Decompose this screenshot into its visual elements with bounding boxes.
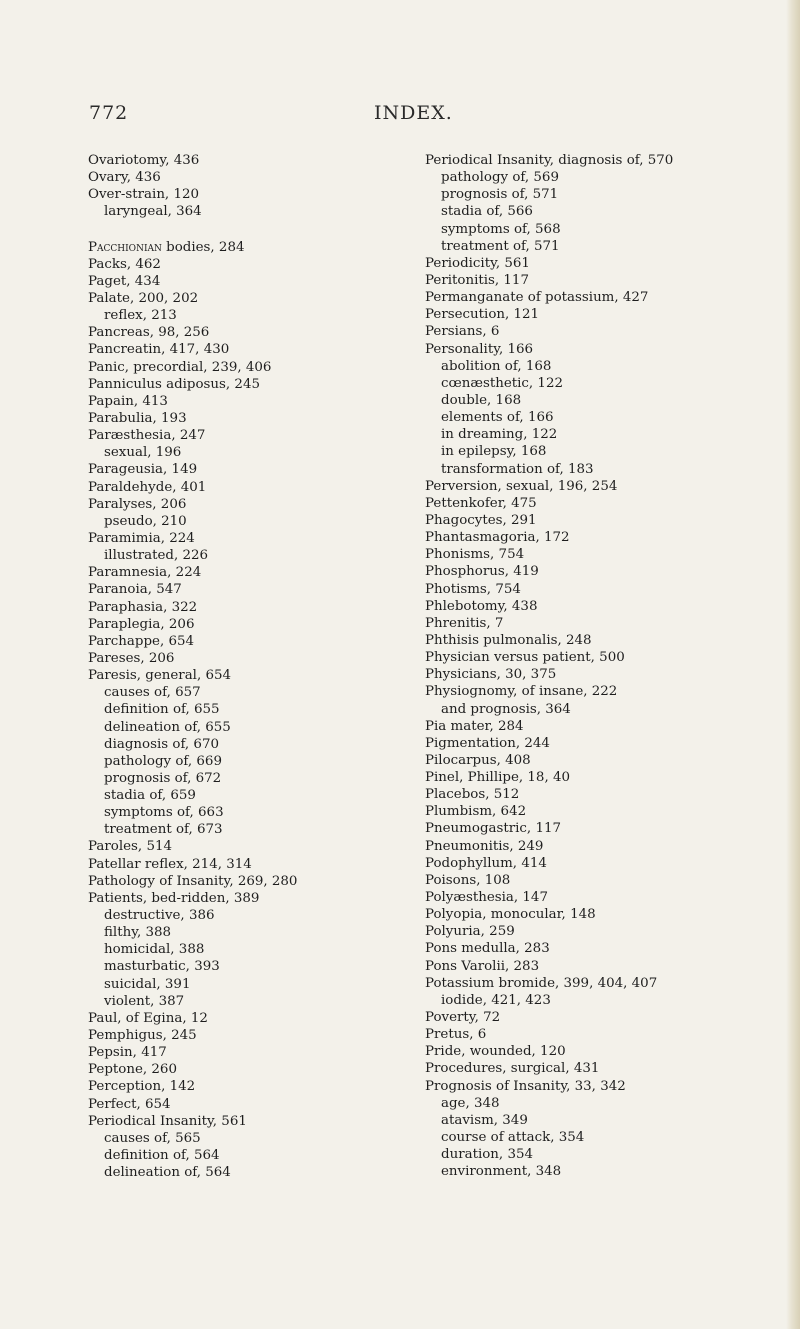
index-entry-text: environment, 348	[441, 1164, 562, 1180]
index-entry-text: masturbatic, 393	[104, 959, 220, 975]
index-entry	[425, 323, 795, 340]
index-entry	[88, 616, 428, 633]
index-subentry	[88, 958, 428, 975]
index-entry	[425, 666, 795, 683]
index-entry-text: Personality, 166	[425, 341, 534, 357]
index-entry	[425, 512, 795, 529]
index-entry-text: Polyuria, 259	[425, 924, 515, 940]
index-entry-text: Phrenitis, 7	[425, 615, 504, 631]
index-entry-text: Photisms, 754	[425, 581, 521, 597]
index-subentry	[425, 169, 795, 186]
index-entry	[88, 461, 428, 478]
index-subentry	[88, 753, 428, 770]
index-entry-text: prognosis of, 571	[441, 187, 559, 203]
index-entry	[425, 940, 795, 957]
index-entry-text: Perception, 142	[88, 1079, 196, 1095]
index-entry	[88, 273, 428, 290]
index-entry-text: cœnæsthetic, 122	[441, 375, 563, 391]
index-entry-text: violent, 387	[104, 993, 185, 1009]
index-entry	[425, 341, 795, 358]
index-entry	[425, 803, 795, 820]
index-subentry	[425, 1095, 795, 1112]
index-entry-text: Paranoia, 547	[88, 582, 182, 598]
index-entry	[425, 289, 795, 306]
index-entry	[88, 479, 428, 496]
index-entry	[425, 889, 795, 906]
index-entry	[88, 1010, 428, 1027]
index-entry-text: Panic, precordial, 239, 406	[88, 359, 272, 375]
index-entry-text: Pneumonitis, 249	[425, 838, 544, 854]
index-entry-text: Paramimia, 224	[88, 530, 195, 546]
index-entry-text: pathology of, 669	[104, 753, 222, 769]
index-entry-text: Potassium bromide, 399, 404, 407	[425, 975, 658, 991]
index-entry	[425, 598, 795, 615]
index-entry-text: reflex, 213	[104, 308, 177, 324]
index-column-left	[88, 152, 428, 1181]
index-subentry	[88, 804, 428, 821]
index-entry-text: causes of, 657	[104, 685, 201, 701]
index-subentry	[425, 1146, 795, 1163]
index-subentry	[425, 992, 795, 1009]
index-entry	[425, 255, 795, 272]
index-subentry	[88, 719, 428, 736]
index-subentry	[88, 684, 428, 701]
index-entry-text: Perfect, 654	[88, 1096, 171, 1112]
index-entry-text: filthy, 388	[104, 925, 172, 941]
index-entry	[425, 529, 795, 546]
index-entry-smallcaps: Pacchionian	[88, 239, 162, 255]
index-entry	[425, 152, 795, 169]
index-entry-text: Polyæsthesia, 147	[425, 890, 548, 906]
index-subentry	[425, 186, 795, 203]
index-subentry	[88, 547, 428, 564]
index-entry-text: Patellar reflex, 214, 314	[88, 856, 252, 872]
index-entry-text: Over-strain, 120	[88, 187, 200, 203]
index-entry-text: Parchappe, 654	[88, 633, 195, 649]
index-entry-text: Plumbism, 642	[425, 804, 527, 820]
index-entry-text: abolition of, 168	[441, 358, 552, 374]
index-entry-text: Pancreatin, 417, 430	[88, 342, 230, 358]
index-column-right	[425, 152, 795, 1180]
index-entry-text: definition of, 655	[104, 702, 220, 718]
index-entry	[88, 581, 428, 598]
index-entry-text: Poisons, 108	[425, 872, 511, 888]
index-entry	[425, 1043, 795, 1060]
index-entry-text: Prognosis of Insanity, 33, 342	[425, 1078, 626, 1094]
index-entry-text: Phantasmagoria, 172	[425, 530, 570, 546]
index-entry-text: elements of, 166	[441, 410, 554, 426]
index-entry	[425, 735, 795, 752]
index-entry	[88, 530, 428, 547]
index-entry-text: delineation of, 564	[104, 1165, 231, 1181]
index-entry-text: in dreaming, 122	[441, 427, 558, 443]
index-entry-text: laryngeal, 364	[104, 204, 202, 220]
index-subentry	[88, 976, 428, 993]
index-entry-text: Paræsthesia, 247	[88, 428, 206, 444]
index-entry-text: Paralyses, 206	[88, 496, 187, 512]
index-entry-text: bodies, 284	[161, 239, 245, 255]
index-entry-text: prognosis of, 672	[104, 770, 222, 786]
index-entry	[88, 1113, 428, 1130]
index-subentry	[88, 941, 428, 958]
index-subentry	[425, 221, 795, 238]
index-entry-text: Pneumogastric, 117	[425, 821, 562, 837]
index-subentry	[425, 203, 795, 220]
index-entry-text: Pretus, 6	[425, 1027, 487, 1043]
index-entry-text: in epilepsy, 168	[441, 444, 547, 460]
index-subentry	[425, 238, 795, 255]
index-entry	[88, 239, 428, 256]
index-entry-text: symptoms of, 568	[441, 221, 561, 237]
index-entry-text: Pareses, 206	[88, 650, 175, 666]
index-entry	[88, 1027, 428, 1044]
index-entry-text: destructive, 386	[104, 908, 215, 924]
index-entry-text: pseudo, 210	[104, 513, 187, 529]
index-subentry	[425, 461, 795, 478]
index-entry-text: Phthisis pulmonalis, 248	[425, 632, 592, 648]
index-entry	[425, 906, 795, 923]
index-entry	[425, 769, 795, 786]
index-entry-text: Peptone, 260	[88, 1062, 177, 1078]
index-entry-text: Palate, 200, 202	[88, 290, 199, 306]
index-entry-text: suicidal, 391	[104, 976, 191, 992]
index-subentry	[88, 787, 428, 804]
index-entry	[425, 872, 795, 889]
index-entry	[425, 820, 795, 837]
index-entry-text: and prognosis, 364	[441, 701, 571, 717]
index-entry	[88, 1078, 428, 1095]
index-entry-text: pathology of, 569	[441, 170, 559, 186]
index-entry	[88, 186, 428, 203]
index-entry-text: age, 348	[441, 1095, 500, 1111]
index-entry-text: Paul, of Egina, 12	[88, 1010, 208, 1026]
index-entry	[88, 496, 428, 513]
index-entry-text: Paraplegia, 206	[88, 616, 195, 632]
index-entry-text: Physician versus patient, 500	[425, 650, 625, 666]
index-entry-text: duration, 354	[441, 1147, 534, 1163]
index-subentry	[88, 701, 428, 718]
index-entry-text: Paraldehyde, 401	[88, 479, 207, 495]
index-entry-text: Permanganate of potassium, 427	[425, 290, 649, 306]
index-subentry	[88, 736, 428, 753]
index-entry-text: Pathology of Insanity, 269, 280	[88, 873, 298, 889]
index-entry-text: Paramnesia, 224	[88, 565, 202, 581]
index-entry-text: Phlebotomy, 438	[425, 598, 538, 614]
index-subentry	[425, 358, 795, 375]
index-entry-text: Persians, 6	[425, 324, 500, 340]
index-entry-text: diagnosis of, 670	[104, 736, 219, 752]
index-entry	[425, 478, 795, 495]
running-title: INDEX.	[374, 102, 453, 124]
index-subentry	[425, 443, 795, 460]
index-entry	[88, 599, 428, 616]
index-entry-text: Parabulia, 193	[88, 410, 187, 426]
index-entry	[425, 272, 795, 289]
index-entry	[425, 306, 795, 323]
index-entry	[425, 563, 795, 580]
index-entry	[425, 958, 795, 975]
index-entry	[88, 633, 428, 650]
index-entry	[425, 1078, 795, 1095]
index-entry	[88, 1044, 428, 1061]
index-entry-text: Pons Varolii, 283	[425, 958, 540, 974]
index-entry	[88, 427, 428, 444]
index-entry-text: Pride, wounded, 120	[425, 1044, 566, 1060]
index-entry	[88, 393, 428, 410]
index-subentry	[88, 1164, 428, 1181]
index-subentry	[88, 203, 428, 220]
index-entry-text: stadia of, 659	[104, 788, 196, 804]
index-entry-text: Patients, bed-ridden, 389	[88, 890, 260, 906]
index-entry-text: Pancreas, 98, 256	[88, 325, 210, 341]
index-entry	[88, 1096, 428, 1113]
index-entry-text: Paresis, general, 654	[88, 668, 232, 684]
index-entry-text: Packs, 462	[88, 256, 161, 272]
index-subentry	[88, 307, 428, 324]
index-entry	[88, 890, 428, 907]
index-entry-text: Periodical Insanity, diagnosis of, 570	[425, 153, 674, 168]
index-entry-text: Poverty, 72	[425, 1010, 501, 1026]
index-entry-text: stadia of, 566	[441, 204, 533, 220]
index-entry-text: Persecution, 121	[425, 307, 540, 323]
index-subentry	[88, 1147, 428, 1164]
index-entry	[88, 1061, 428, 1078]
index-entry	[88, 410, 428, 427]
index-entry-text: causes of, 565	[104, 1130, 201, 1146]
index-entry	[88, 324, 428, 341]
index-entry-text: Pinel, Phillipe, 18, 40	[425, 770, 571, 786]
index-entry	[88, 650, 428, 667]
index-entry-text: Phosphorus, 419	[425, 564, 539, 580]
index-entry-text: iodide, 421, 423	[441, 992, 551, 1008]
index-entry-text: Pia mater, 284	[425, 718, 524, 734]
index-entry-text: sexual, 196	[104, 445, 182, 461]
index-entry-text: Parageusia, 149	[88, 462, 198, 478]
index-entry-text: Pettenkofer, 475	[425, 495, 537, 511]
index-entry-text: Paraphasia, 322	[88, 599, 198, 615]
index-subentry	[425, 1129, 795, 1146]
index-entry	[425, 975, 795, 992]
index-entry-text: symptoms of, 663	[104, 805, 224, 821]
index-entry-text: illustrated, 226	[104, 548, 209, 564]
page-header	[0, 102, 800, 132]
index-entry-text: Papain, 413	[88, 393, 168, 409]
index-entry-text: Peritonitis, 117	[425, 272, 529, 288]
index-entry-text: Pons medulla, 283	[425, 941, 550, 957]
index-entry-text: Perversion, sexual, 196, 254	[425, 478, 618, 494]
index-entry	[425, 923, 795, 940]
index-entry	[425, 615, 795, 632]
index-entry	[425, 838, 795, 855]
index-entry-text: Podophyllum, 414	[425, 855, 547, 871]
index-entry-text: Pilocarpus, 408	[425, 752, 531, 768]
index-entry-text: Paget, 434	[88, 273, 161, 289]
index-entry	[88, 169, 428, 186]
index-entry	[88, 564, 428, 581]
index-entry-text: Physicians, 30, 375	[425, 667, 557, 683]
index-entry	[425, 546, 795, 563]
index-entry-text: Procedures, surgical, 431	[425, 1061, 600, 1077]
index-entry-text: Polyopia, monocular, 148	[425, 907, 596, 923]
index-entry	[425, 495, 795, 512]
index-subentry	[88, 993, 428, 1010]
index-subentry	[425, 1112, 795, 1129]
index-entry-text: treatment of, 673	[104, 822, 223, 838]
index-entry	[88, 856, 428, 873]
page-number: 772	[89, 102, 129, 124]
index-subentry	[88, 513, 428, 530]
index-subentry	[425, 426, 795, 443]
index-subentry	[425, 375, 795, 392]
index-entry	[88, 667, 428, 684]
index-entry-text: Ovariotomy, 436	[88, 153, 200, 168]
index-entry	[88, 341, 428, 358]
index-entry	[425, 1026, 795, 1043]
index-subentry	[88, 770, 428, 787]
index-subentry	[88, 907, 428, 924]
index-entry	[88, 290, 428, 307]
index-entry	[425, 786, 795, 803]
index-entry-text: atavism, 349	[441, 1112, 528, 1128]
index-entry	[425, 581, 795, 598]
index-entry	[425, 1009, 795, 1026]
index-entry-text: Panniculus adiposus, 245	[88, 376, 260, 392]
index-entry-text: treatment of, 571	[441, 238, 560, 254]
index-entry-text: Phagocytes, 291	[425, 512, 537, 528]
index-entry-text: course of attack, 354	[441, 1130, 585, 1146]
index-entry-text: transformation of, 183	[441, 461, 594, 477]
index-entry-text: Ovary, 436	[88, 170, 161, 186]
index-entry	[88, 873, 428, 890]
index-entry-text: Pemphigus, 245	[88, 1028, 197, 1044]
index-entry	[88, 359, 428, 376]
index-entry	[425, 752, 795, 769]
index-subentry	[88, 444, 428, 461]
index-entry-text: homicidal, 388	[104, 942, 205, 958]
index-entry-text: Paroles, 514	[88, 839, 173, 855]
index-subentry	[425, 392, 795, 409]
index-entry	[425, 718, 795, 735]
index-entry-text: delineation of, 655	[104, 719, 231, 735]
index-subentry	[425, 409, 795, 426]
index-subentry	[88, 821, 428, 838]
index-subentry	[88, 924, 428, 941]
index-subentry	[425, 701, 795, 718]
index-entry	[88, 256, 428, 273]
index-entry	[425, 855, 795, 872]
index-entry	[425, 649, 795, 666]
index-entry-text: Physiognomy, of insane, 222	[425, 684, 618, 700]
index-entry-text: Pepsin, 417	[88, 1045, 167, 1061]
index-entry-text: double, 168	[441, 392, 522, 408]
index-entry	[88, 152, 428, 169]
index-subentry	[425, 1163, 795, 1180]
index-entry	[425, 683, 795, 700]
index-entry	[425, 632, 795, 649]
index-entry-text: Placebos, 512	[425, 787, 520, 803]
index-entry-text: Periodical Insanity, 561	[88, 1113, 247, 1129]
index-entry-text: definition of, 564	[104, 1148, 220, 1164]
index-entry	[88, 376, 428, 393]
index-entry-text: Phonisms, 754	[425, 547, 525, 563]
index-subentry	[88, 1130, 428, 1147]
index-entry-text: Periodicity, 561	[425, 255, 530, 271]
index-entry-text: Pigmentation, 244	[425, 735, 550, 751]
index-entry	[425, 1060, 795, 1077]
index-entry	[88, 838, 428, 855]
